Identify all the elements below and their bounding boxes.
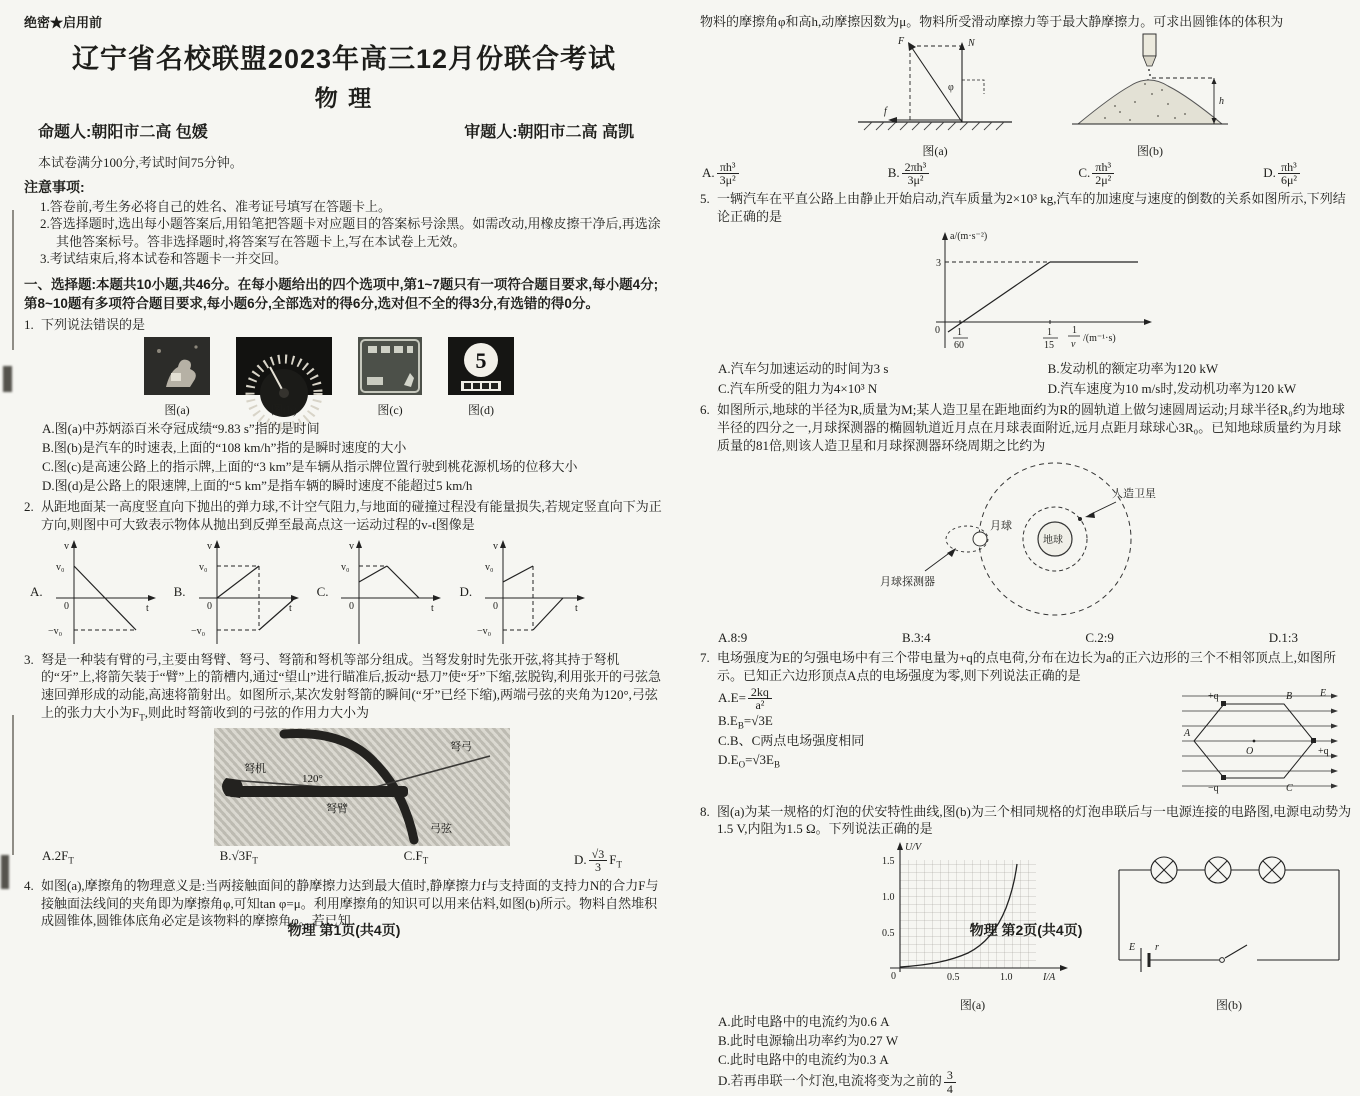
q1-stem: 1. 下列说法错误的是 bbox=[24, 317, 146, 333]
speedometer-photo bbox=[236, 337, 332, 395]
byline bbox=[24, 119, 664, 142]
svg-text:a/(m·s⁻²): a/(m·s⁻²) bbox=[950, 231, 988, 243]
setter: 命题人:朝阳市二高 包媛 bbox=[38, 124, 208, 141]
q1-option-c: C.图(c)是高速公路上的指示牌,上面的“3 km”是车辆从指示牌位置行驶到桃花源机场的位移大小 bbox=[42, 458, 578, 474]
svg-text:A: A bbox=[1184, 727, 1191, 739]
svg-text:人造卫星: 人造卫星 bbox=[1112, 488, 1156, 501]
q1-number: 1. bbox=[24, 317, 34, 333]
q1-figure-a: 图(a) bbox=[144, 337, 210, 418]
crossbow-photo bbox=[214, 728, 510, 846]
q3-option-d: D. $\frac{√3}{3}$ $F_T$ bbox=[574, 846, 622, 875]
q4-figure-b: h 图(b) bbox=[1060, 32, 1240, 159]
vt-graph-b bbox=[187, 536, 307, 648]
svg-text:I/A: I/A bbox=[1043, 971, 1056, 983]
svg-text:B: B bbox=[1286, 690, 1293, 702]
svg-text:0.5: 0.5 bbox=[882, 927, 895, 939]
svg-text:0: 0 bbox=[349, 600, 355, 612]
q3-option-a: $A.2F_T$ bbox=[42, 847, 74, 866]
speed-limit-sign-photo bbox=[448, 337, 514, 395]
q5-option-b: B.发动机的额定功率为120 kW bbox=[1047, 361, 1219, 377]
svg-text:v₀: v₀ bbox=[485, 561, 494, 573]
svg-text:E: E bbox=[1129, 941, 1136, 953]
q3-stem: 3. 弩是一种装有臂的弓,主要由弩臂、弩弓、弩箭和弩机等部分组成。当弩发射时先张开弦,将其持于弩机的“牙”上,将箭矢装于“臂”上的箭槽内,通过“望山”进行瞄准后,扳动“悬刀”使“牙”下缩,弦脱钩,利用张开的弓弦急速回弹形成的动能,高速将箭射出。如图所示,某次发射弩箭的瞬间(“牙”已经下缩),两端弓弦的夹角为120°,弓弦上的张力大小为$F_T$,则此时弩箭收到的弓弦的作用力大小为 bbox=[24, 651, 661, 723]
svg-text:月球探测器: 月球探测器 bbox=[880, 576, 935, 589]
svg-text:60: 60 bbox=[954, 340, 964, 352]
q7-option-d: $D.E_O=√3E_B$ bbox=[718, 752, 781, 770]
road-sign-photo bbox=[358, 337, 422, 395]
binding-line-bottom bbox=[12, 715, 14, 855]
q5-option-d: D.汽车速度为10 m/s时,发动机功率为120 kW bbox=[1047, 380, 1297, 396]
svg-text:F: F bbox=[898, 35, 905, 47]
page-1 bbox=[24, 10, 664, 944]
q2-graph-d: D. v t 0 v₀ −v₀ bbox=[459, 536, 593, 648]
svg-text:h: h bbox=[1219, 95, 1224, 107]
q4-figure-a: F N f φ 图(a) bbox=[850, 32, 1020, 159]
svg-text:v₀: v₀ bbox=[341, 561, 350, 573]
q8-option-d: D.若再串联一个灯泡,电流将变为之前的 $\frac{3}{4}$ bbox=[704, 1069, 1352, 1095]
q7-stem: 7. 电场强度为E的匀强电场中有三个带电量为+q的点电荷,分布在边长为a的正六边形的三个不相邻顶点上,如图所示。已知正六边形顶点A点的电场强度为零,则下列说法正确的是 bbox=[700, 650, 1337, 683]
q6-option-a: A.8:9 bbox=[718, 630, 748, 646]
page2-footer: 物理 第2页(共4页) bbox=[969, 922, 1083, 938]
secrecy-label: 绝密★启用前 bbox=[24, 15, 103, 30]
svg-text:0: 0 bbox=[206, 600, 212, 612]
svg-text:E: E bbox=[1320, 687, 1327, 699]
q3-option-c: $C.F_T$ bbox=[403, 847, 429, 866]
q4-stem-part2: 物料的摩擦角φ和高h,动摩擦因数为μ。物料所受滑动摩擦力等于最大静摩擦力。可求出圆锥体的体积为 bbox=[700, 14, 1284, 29]
reviewer: 审题人:朝阳市二高 高凯 bbox=[464, 124, 634, 141]
q6-option-b: B.3:4 bbox=[902, 630, 931, 646]
svg-text:v: v bbox=[493, 540, 499, 552]
svg-text:−v₀: −v₀ bbox=[47, 625, 62, 637]
svg-text:月球: 月球 bbox=[990, 520, 1012, 533]
notes-block bbox=[24, 177, 664, 268]
q6-option-c: C.2:9 bbox=[1085, 630, 1114, 646]
svg-text:f: f bbox=[884, 105, 887, 117]
vt-graph-a bbox=[44, 536, 164, 648]
svg-text:−q: −q bbox=[1208, 782, 1219, 794]
series-lamps-circuit bbox=[1099, 840, 1359, 990]
q1-figure-c: 图(c) bbox=[358, 337, 422, 418]
sign-number: 5 bbox=[475, 348, 487, 374]
q2-graph-b: B. v t 0 v₀ −v₀ bbox=[174, 536, 307, 648]
q7-option-a: A.E= $\frac{2kq}{\text{a²}}$ bbox=[704, 686, 1180, 712]
page-2 bbox=[700, 10, 1352, 1096]
q7-option-b: $B.E_B=√3E$ bbox=[718, 712, 773, 731]
svg-text:1.0: 1.0 bbox=[882, 891, 895, 903]
q7-body bbox=[700, 686, 1352, 800]
q7-hexagon-field-diagram bbox=[1180, 686, 1348, 800]
sprinter-photo bbox=[144, 337, 210, 395]
svg-text:15: 15 bbox=[1044, 340, 1054, 352]
q6-stem: 6. 如图所示,地球的半径为R,质量为M;某人造卫星在距地面约为R的圆轨道上做匀速圆周运动;月球半径R₀约为地球半径的四分之一,月球探测器的椭圆轨道近月点在月球表面附近,远月点距月球球心3R₀。已知地球质量约为月球质量的81倍,则该人造卫星和月球探测器环绕周期之比约为 bbox=[700, 402, 1345, 453]
material-cone-diagram bbox=[1060, 32, 1240, 136]
svg-text:弩机: 弩机 bbox=[244, 762, 266, 775]
svg-text:−v₀: −v₀ bbox=[477, 625, 492, 637]
svg-text:φ: φ bbox=[948, 81, 954, 93]
q2-number: 2. bbox=[24, 499, 34, 515]
svg-text:U/V: U/V bbox=[905, 841, 922, 853]
scan-smudge bbox=[1, 855, 9, 889]
svg-text:1: 1 bbox=[1072, 325, 1077, 337]
svg-text:0.5: 0.5 bbox=[947, 971, 960, 983]
svg-text:1: 1 bbox=[957, 327, 962, 339]
q1-option-d: D.图(d)是公路上的限速牌,上面的“5 km”是指车辆的瞬时速度不能超过5 km/h bbox=[42, 477, 473, 493]
q6-options bbox=[718, 630, 1298, 646]
q4-option-b: B. $\frac{\text{2πh³}}{\text{3μ²}}$ bbox=[888, 161, 932, 187]
q8-stem: 8. 图(a)为某一规格的灯泡的伏安特性曲线,图(b)为三个相同规格的灯泡串联后与一电源连接的电路图,电源电动势为1.5 V,内阻为1.5 Ω。下列说法正确的是 bbox=[700, 803, 1352, 837]
q3-options bbox=[42, 848, 622, 874]
exam-subject: 物 理 bbox=[314, 85, 374, 111]
q6-orbits-diagram bbox=[840, 455, 1200, 623]
svg-text:0: 0 bbox=[935, 325, 940, 337]
q5-option-c: C.汽车所受的阻力为4×10³ N bbox=[718, 380, 878, 396]
q8-option-b: B.此时电源输出功率约为0.27 W bbox=[718, 1032, 899, 1048]
q8-figure-a: U/V 1.5 1.0 0.5 0 0.5 1.0 I/A 图(a) bbox=[860, 840, 1085, 1013]
q8-option-a: A.此时电路中的电流约为0.6 A bbox=[718, 1013, 890, 1029]
q4-option-a: A. $\frac{\text{πh³}}{\text{3μ²}}$ bbox=[702, 161, 741, 187]
q6-option-d: D.1:3 bbox=[1268, 630, 1298, 646]
svg-text:−v₀: −v₀ bbox=[190, 625, 205, 637]
q5-acceleration-graph bbox=[900, 226, 1190, 354]
svg-text:弩臂: 弩臂 bbox=[326, 802, 348, 815]
svg-text:1.0: 1.0 bbox=[1000, 971, 1013, 983]
q5-stem: 5. 一辆汽车在平直公路上由静止开始启动,汽车质量为2×10³ kg,汽车的加速度与速度的倒数的关系如图所示,下列结论正确的是 bbox=[700, 190, 1346, 224]
q4-option-d: D. $\frac{\text{πh³}}{\text{6μ²}}$ bbox=[1263, 161, 1302, 187]
svg-text:t: t bbox=[431, 602, 435, 614]
svg-text:/(m⁻¹·s): /(m⁻¹·s) bbox=[1083, 333, 1116, 345]
friction-angle-diagram bbox=[850, 32, 1020, 136]
svg-text:弩弓: 弩弓 bbox=[450, 740, 472, 753]
q2-graph-a: A. v t 0 v₀ −v₀ bbox=[30, 536, 164, 648]
q8-number: 8. bbox=[700, 803, 710, 819]
svg-text:地球: 地球 bbox=[1043, 535, 1063, 547]
note-item: 1.答卷前,考生务必将自己的姓名、准考证号填写在答题卡上。 bbox=[40, 199, 392, 214]
q3-option-b: $B.√3F_T$ bbox=[219, 847, 258, 866]
svg-text:r: r bbox=[1155, 941, 1159, 953]
svg-text:弓弦: 弓弦 bbox=[430, 822, 452, 835]
svg-text:v: v bbox=[63, 540, 69, 552]
note-item: 3.考试结束后,将本试卷和答题卡一并交回。 bbox=[40, 251, 288, 267]
page1-footer: 物理 第1页(共4页) bbox=[287, 922, 401, 938]
q2-stem: 2. 从距地面某一高度竖直向下抛出的弹力球,不计空气阻力,与地面的碰撞过程没有能量损失,若规定竖直向下为正方向,则图中可大致表示物体从抛出到反弹至最高点这一运动过程的v-t图像是 bbox=[24, 499, 662, 533]
q7-option-c: C.B、C两点电场强度相同 bbox=[718, 733, 865, 749]
svg-text:C: C bbox=[1286, 782, 1293, 794]
svg-text:+q: +q bbox=[1318, 745, 1329, 757]
svg-text:t: t bbox=[575, 602, 578, 614]
svg-text:0: 0 bbox=[63, 600, 69, 612]
svg-text:v₀: v₀ bbox=[198, 561, 208, 573]
q1-figures bbox=[144, 337, 664, 418]
q5-number: 5. bbox=[700, 190, 710, 206]
vt-graph-d bbox=[473, 536, 593, 648]
q4-figures bbox=[850, 32, 1352, 159]
svg-text:v₀: v₀ bbox=[55, 561, 65, 573]
q6-number: 6. bbox=[700, 402, 710, 418]
section1-heading: 一、选择题:本题共10小题,共46分。在每小题给出的四个选项中,第1~7题只有一项符合题目要求,每小题4分;第8~10题有多项符合题目要求,每小题6分,全部选对的得6分,选对但不全的得3分,有选错的得0分。 bbox=[24, 276, 659, 311]
svg-text:1.5: 1.5 bbox=[882, 855, 895, 867]
exam-title: 辽宁省名校联盟2023年高三12月份联合考试 bbox=[71, 44, 617, 74]
q4-stem-part1: 4. 如图(a),摩擦角的物理意义是:当两接触面间的静摩擦力达到最大值时,静摩擦力f与支持面的支持力N的合力F与接触面法线间的夹角即为摩擦角φ,可知tan φ=μ。利用摩擦角的知识可以用来估料,如图(b)所示。物料自然堆积成圆锥体,圆锥体底角必定是该物料的摩擦角φ。若已知 bbox=[24, 877, 659, 929]
svg-text:t: t bbox=[145, 602, 149, 614]
svg-text:N: N bbox=[968, 37, 975, 49]
note-item: 2.答选择题时,选出每小题答案后,用铅笔把答题卡对应题目的答案标号涂黑。如需改动,用橡皮擦干净后,再选涂其他答案标号。答非选择题时,将答案写在答题卡上,写在本试卷上无效。 bbox=[40, 216, 661, 249]
crossbow-drawing bbox=[214, 728, 510, 846]
svg-text:3: 3 bbox=[936, 258, 941, 270]
svg-text:v: v bbox=[349, 540, 355, 552]
q1-figure-b: 图(b) bbox=[236, 337, 332, 418]
q2-graph-c: C. v t 0 v₀ bbox=[317, 536, 450, 648]
q4-options bbox=[702, 161, 1302, 187]
binding-line-top bbox=[12, 210, 14, 350]
q5-option-a: A.汽车匀加速运动的时间为3 s bbox=[718, 361, 889, 377]
svg-text:t: t bbox=[288, 602, 292, 614]
svg-text:+q: +q bbox=[1208, 690, 1219, 702]
q4-number: 4. bbox=[24, 877, 34, 893]
notes-heading: 注意事项: bbox=[24, 179, 85, 195]
q2-graphs bbox=[30, 536, 664, 648]
q1-figure-d: 5 图(d) bbox=[448, 337, 514, 418]
q7-options bbox=[700, 686, 1180, 800]
iv-curve-graph bbox=[860, 840, 1085, 990]
svg-text:0: 0 bbox=[493, 600, 499, 612]
q1-option-b: B.图(b)是汽车的时速表,上面的“108 km/h”指的是瞬时速度的大小 bbox=[42, 439, 407, 455]
q8-figure-b: E r 图(b) bbox=[1099, 840, 1359, 1013]
scan-smudge bbox=[3, 366, 12, 392]
svg-text:v: v bbox=[1071, 339, 1076, 351]
vt-graph-c bbox=[329, 536, 449, 648]
q8-option-c: C.此时电路中的电流约为0.3 A bbox=[718, 1051, 889, 1067]
q7-number: 7. bbox=[700, 650, 710, 666]
q5-options bbox=[718, 359, 1352, 398]
q3-number: 3. bbox=[24, 651, 34, 667]
svg-text:1: 1 bbox=[1047, 327, 1052, 339]
exam-info: 本试卷满分100分,考试时间75分钟。 bbox=[38, 155, 243, 170]
svg-text:v: v bbox=[206, 540, 212, 552]
q4-option-c: C. $\frac{\text{πh³}}{\text{2μ²}}$ bbox=[1078, 161, 1116, 187]
svg-text:120°: 120° bbox=[302, 772, 323, 785]
svg-text:0: 0 bbox=[891, 970, 896, 982]
q1-option-a: A.图(a)中苏炳添百米夺冠成绩“9.83 s”指的是时间 bbox=[42, 421, 320, 437]
svg-text:O: O bbox=[1246, 745, 1254, 757]
